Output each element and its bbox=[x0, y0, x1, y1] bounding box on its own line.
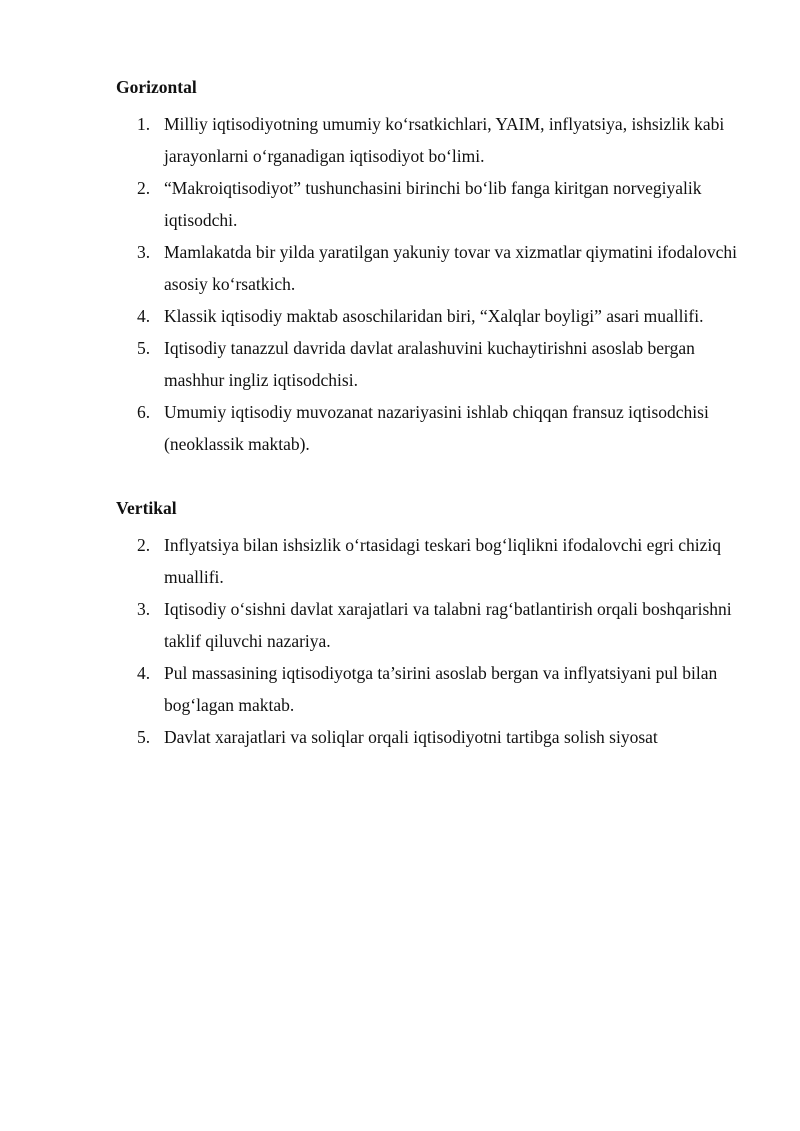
clue-text: Milliy iqtisodiyotning umumiy ko‘rsatkichlari, YAIM, inflyatsiya, ishsizlik kabi jarayonlarni o‘rganadigan iqtisodiyot bo‘limi. bbox=[164, 114, 725, 166]
clue-item bbox=[116, 721, 756, 753]
section-title-gorizontal: Gorizontal bbox=[116, 77, 197, 97]
clue-number: 4. bbox=[137, 306, 151, 326]
clue-item bbox=[116, 108, 756, 172]
clue-number: 3. bbox=[137, 599, 151, 619]
clue-item bbox=[116, 657, 756, 721]
clue-text: Iqtisodiy o‘sishni davlat xarajatlari va talabni rag‘batlantirish orqali boshqarishni taklif qiluvchi nazariya. bbox=[164, 599, 732, 651]
clue-number: 6. bbox=[137, 402, 151, 422]
clue-item bbox=[116, 529, 756, 593]
clue-item bbox=[116, 396, 756, 460]
clue-text: Iqtisodiy tanazzul davrida davlat aralashuvini kuchaytirishni asoslab bergan mashhur ingliz iqtisodchisi. bbox=[164, 338, 695, 390]
clue-text: Davlat xarajatlari va soliqlar orqali iqtisodiyotni tartibga solish siyosat bbox=[164, 727, 658, 747]
clue-list-gorizontal bbox=[116, 108, 756, 460]
clue-text: Mamlakatda bir yilda yaratilgan yakuniy tovar va xizmatlar qiymatini ifodalovchi asosiy ko‘rsatkich. bbox=[164, 242, 737, 294]
clue-number: 5. bbox=[137, 727, 151, 747]
clue-list-vertikal bbox=[116, 529, 756, 753]
clue-number: 3. bbox=[137, 242, 151, 262]
clue-text: Inflyatsiya bilan ishsizlik o‘rtasidagi teskari bog‘liqlikni ifodalovchi egri chiziq muallifi. bbox=[164, 535, 721, 587]
clue-item bbox=[116, 172, 756, 236]
clue-number: 4. bbox=[137, 663, 151, 683]
clue-number: 2. bbox=[137, 178, 151, 198]
clue-item bbox=[116, 300, 756, 332]
clue-text: Umumiy iqtisodiy muvozanat nazariyasini ishlab chiqqan fransuz iqtisodchisi (neoklassik maktab). bbox=[164, 402, 709, 454]
clue-item bbox=[116, 593, 756, 657]
clue-text: “Makroiqtisodiyot” tushunchasini birinchi bo‘lib fanga kiritgan norvegiyalik iqtisodchi. bbox=[164, 178, 702, 230]
clue-item bbox=[116, 236, 756, 300]
clue-number: 5. bbox=[137, 338, 151, 358]
clue-text: Pul massasining iqtisodiyotga ta’sirini asoslab bergan va inflyatsiyani pul bilan bog‘lagan maktab. bbox=[164, 663, 718, 715]
clue-text: Klassik iqtisodiy maktab asoschilaridan biri, “Xalqlar boyligi” asari muallifi. bbox=[164, 306, 704, 326]
clue-item bbox=[116, 332, 756, 396]
clue-number: 1. bbox=[137, 114, 151, 134]
section-title-vertikal: Vertikal bbox=[116, 498, 177, 518]
clue-number: 2. bbox=[137, 535, 151, 555]
